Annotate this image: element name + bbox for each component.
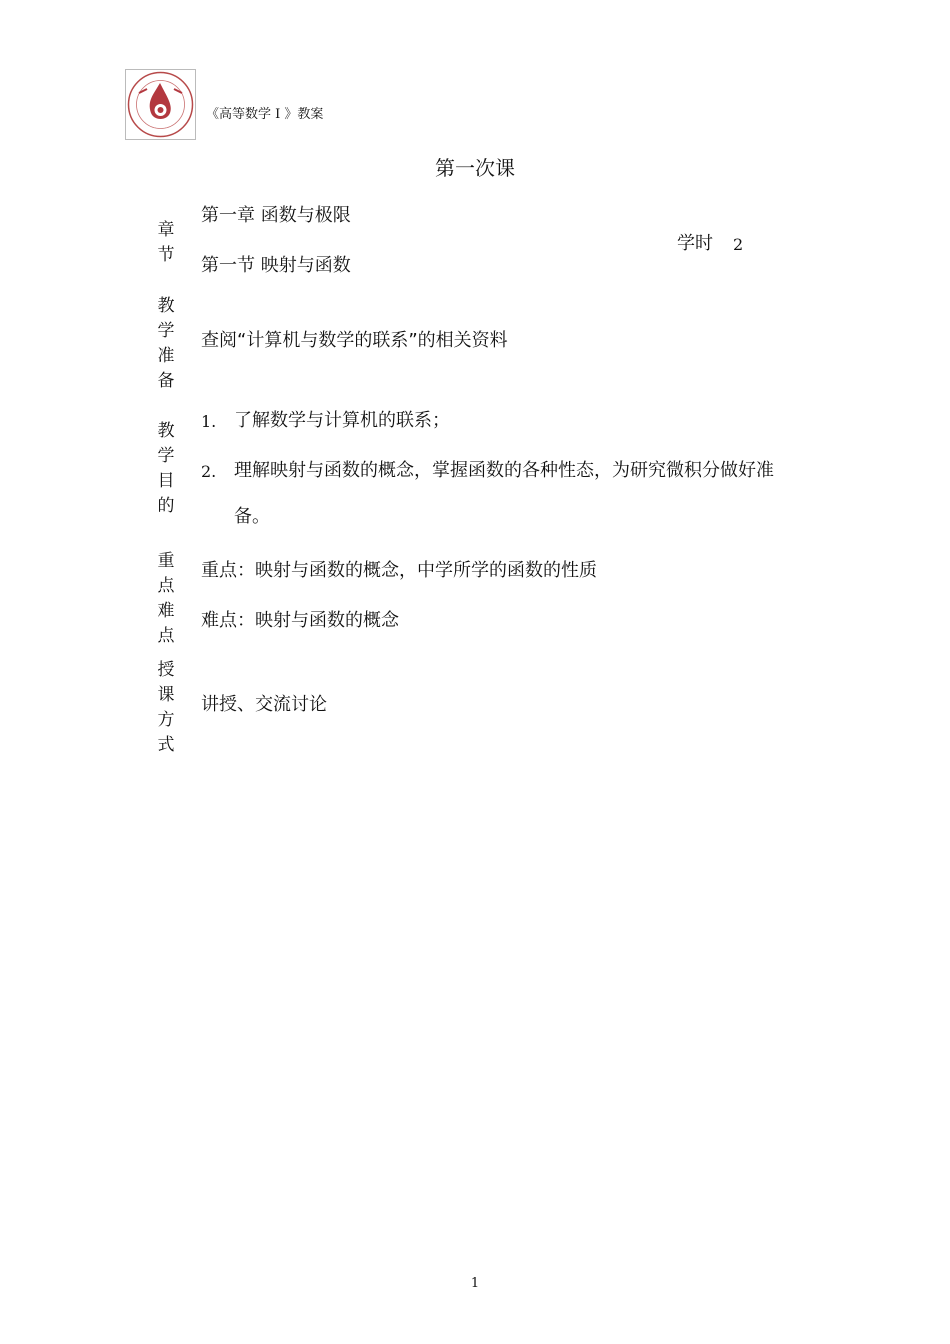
- goal-number: 2.: [201, 462, 217, 481]
- hours-label: 学时: [677, 233, 713, 254]
- key-point-text: 重点：映射与函数的概念，中学所学的函数的性质: [201, 560, 597, 581]
- chapter-line: 第一章 函数与极限: [201, 205, 351, 226]
- key-points-label: 重 点 难 点: [157, 551, 175, 646]
- goal-item: 理解映射与函数的概念，掌握函数的各种性态，为研究微积分做好准: [234, 460, 774, 481]
- chapter-label: 章 节: [157, 220, 175, 265]
- prep-text: 查阅“计算机与数学的联系”的相关资料: [201, 330, 508, 351]
- lesson-title: 第一次课: [435, 156, 515, 180]
- school-logo: [125, 69, 196, 140]
- prep-label: 教 学 准 备: [157, 296, 175, 391]
- page-number: 1: [470, 1276, 480, 1291]
- difficult-point-text: 难点：映射与函数的概念: [201, 610, 399, 631]
- goal-label: 教 学 目 的: [157, 421, 175, 516]
- goal-item: 了解数学与计算机的联系；: [234, 410, 450, 431]
- method-label: 授 课 方 式: [157, 660, 175, 755]
- document-header-title: 《高等数学 I 》教案: [206, 107, 324, 122]
- goal-number: 1.: [201, 412, 217, 431]
- section-line: 第一节 映射与函数: [201, 255, 351, 276]
- method-text: 讲授、交流讨论: [201, 694, 327, 715]
- hours-value: 2: [733, 235, 744, 254]
- goal-item-continuation: 备。: [234, 506, 270, 527]
